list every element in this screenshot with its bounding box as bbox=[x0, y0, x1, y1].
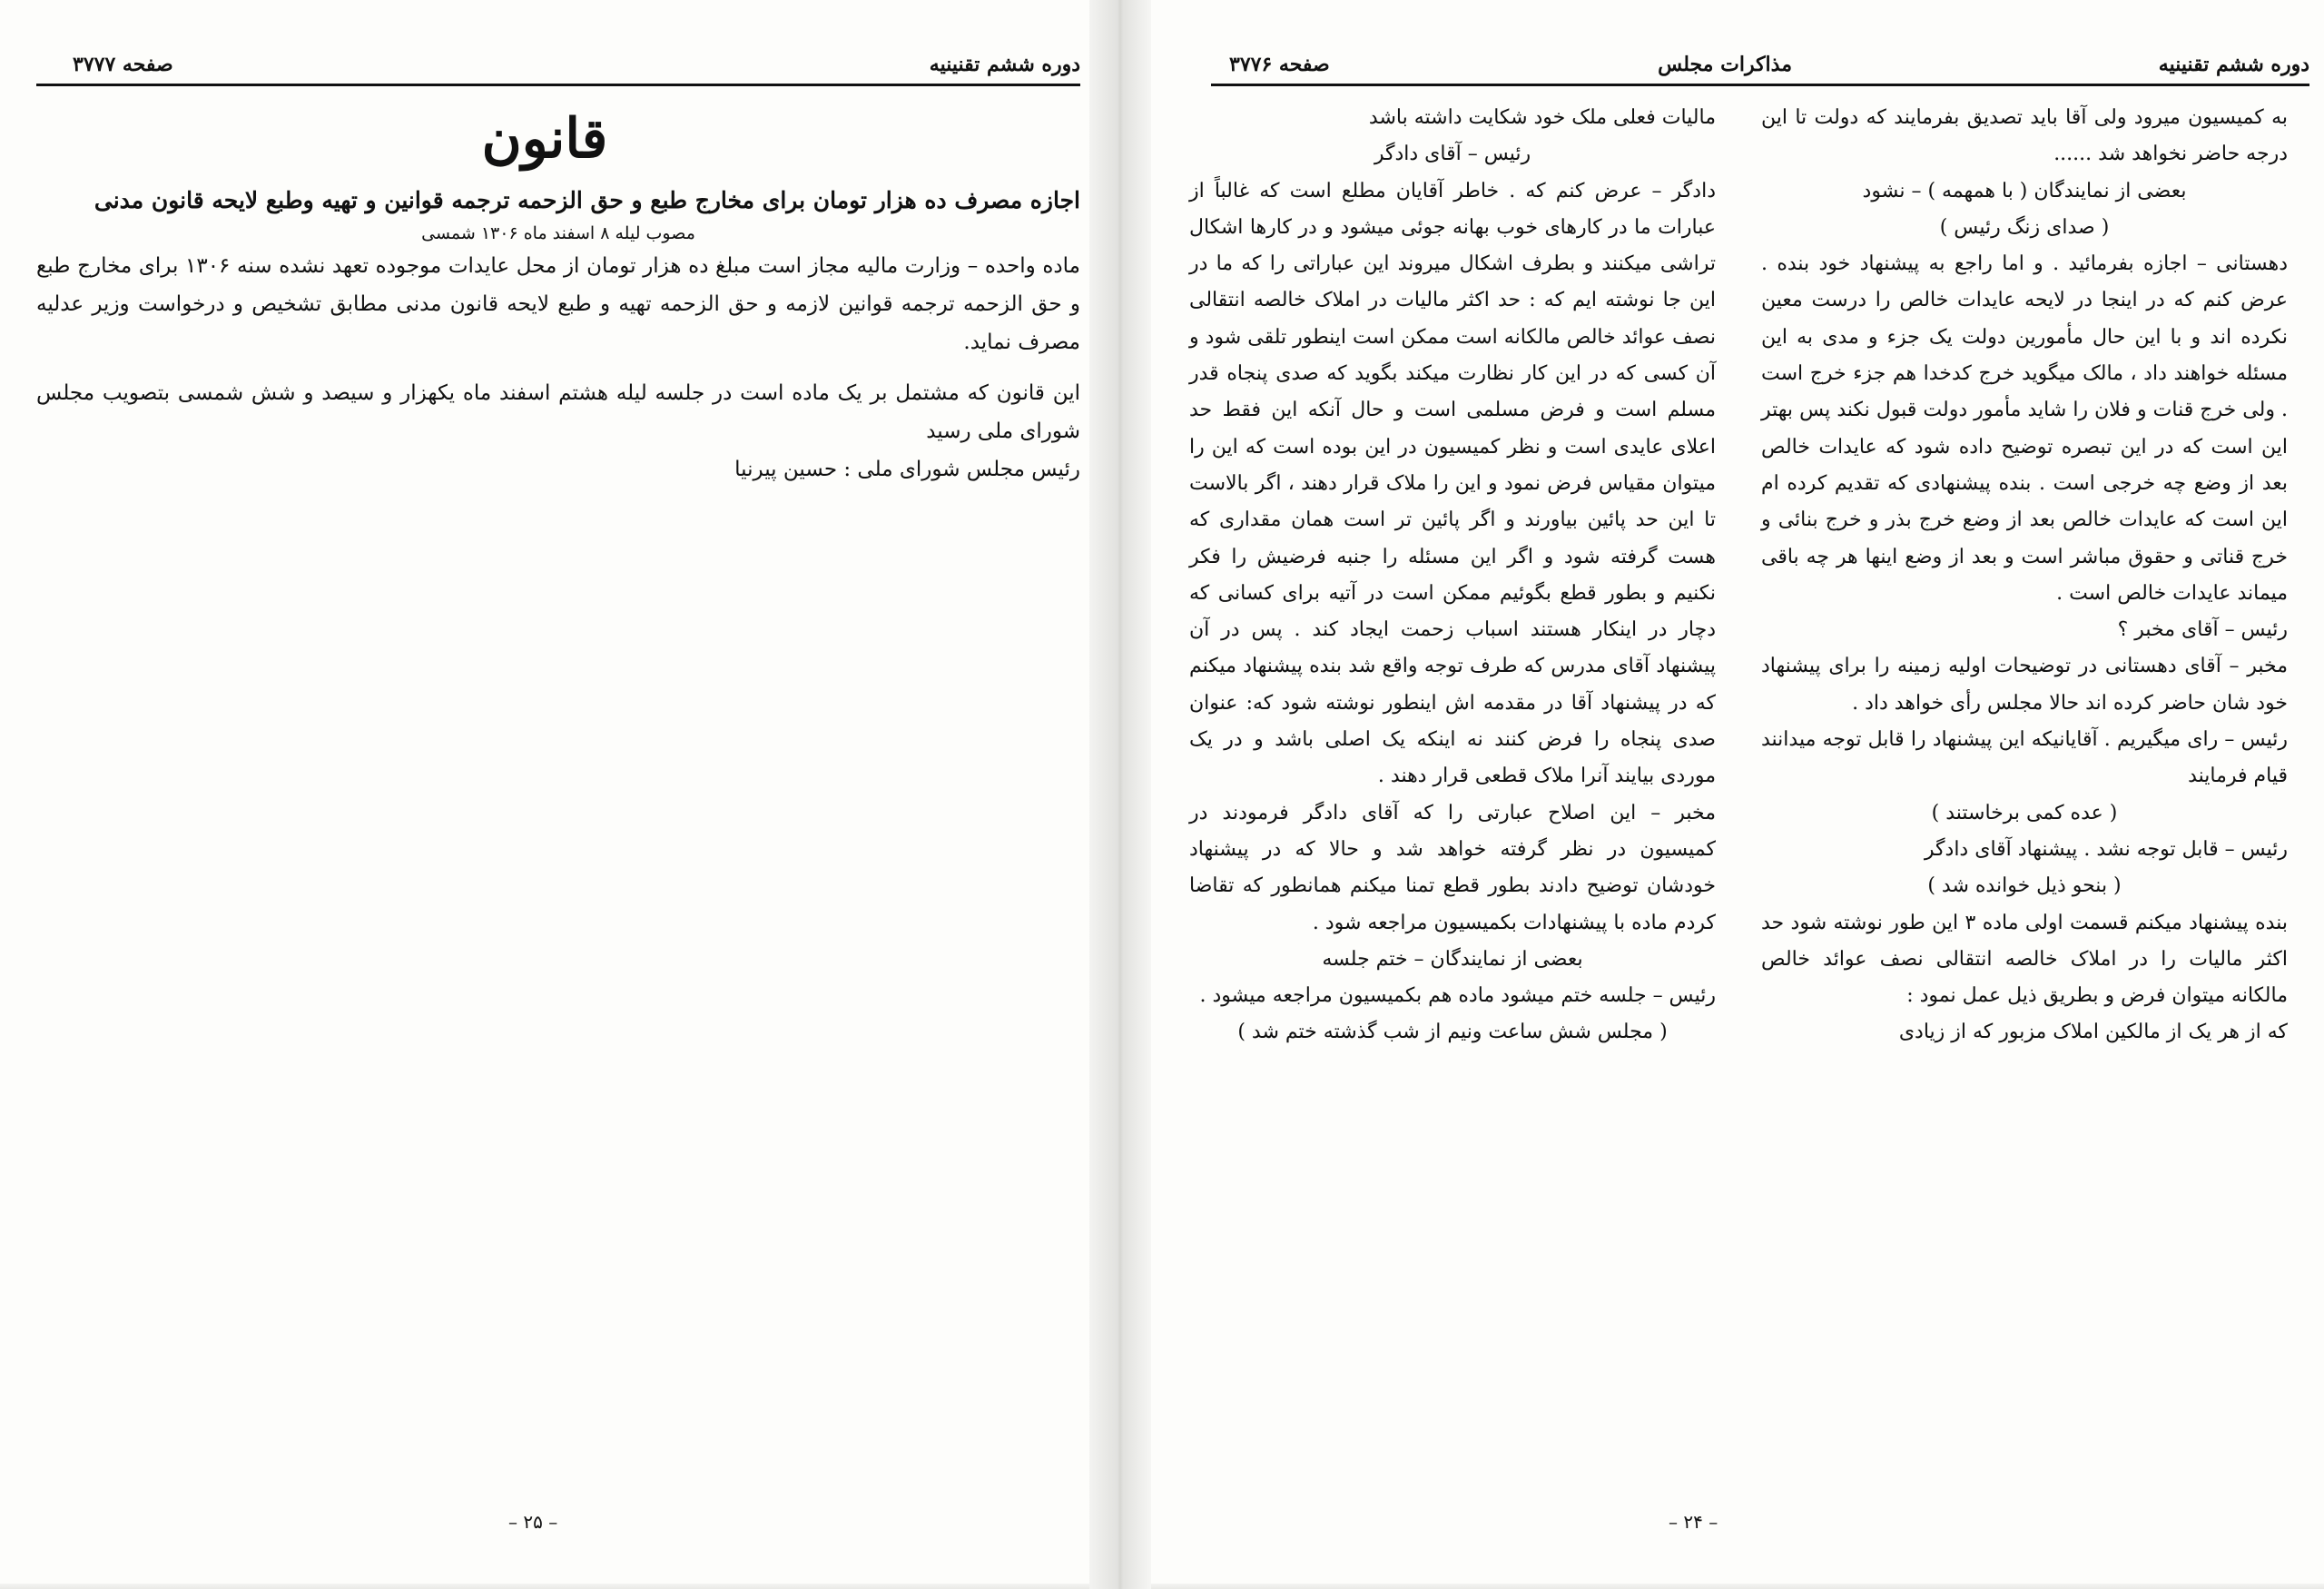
law-subject: اجازه مصرف ده هزار تومان برای مخارج طبع و حق الزحمه ترجمه قوانین و تهیه وطبع لایحه قانون مدنی bbox=[94, 187, 1080, 213]
paragraph: به کمیسیون میرود ولی آقا باید تصدیق بفرمایند که دولت تا این درجه حاضر نخواهد شد ...... bbox=[1761, 106, 2288, 166]
page-header bbox=[1211, 44, 2309, 86]
law-body bbox=[36, 182, 1080, 489]
law-approval-date: مصوب لیله ۸ اسفند ماه ۱۳۰۶ شمسی bbox=[421, 223, 695, 243]
book-gutter bbox=[1089, 0, 1151, 1589]
text-column-right bbox=[1761, 100, 2288, 1051]
header-title: مذاکرات مجلس bbox=[1658, 53, 1792, 76]
paragraph: مالیات فعلی ملک خود شکایت داشته باشد bbox=[1368, 106, 1716, 129]
page-folio: – ۲۴ – bbox=[1669, 1511, 1718, 1533]
stage-direction: ( بنحو ذیل خوانده شد ) bbox=[1927, 874, 2122, 898]
paragraph: بعضی از نمایندگان ( با همهمه ) – نشود bbox=[1862, 179, 2187, 202]
paragraph: که از هر یک از مالکین املاک مزبور که از زیادی bbox=[1898, 1021, 2288, 1044]
page-header bbox=[36, 44, 1080, 86]
law-title: قانون bbox=[481, 107, 608, 171]
header-period: دوره ششم تقنینیه bbox=[2158, 53, 2309, 76]
paragraph: رئیس – آقای دادگر bbox=[1374, 143, 1531, 166]
paragraph: رئیس – آقای مخبر ؟ bbox=[2117, 618, 2288, 642]
paragraph: مخبر – آقای دهستانی در توضیحات اولیه زمینه را برای پیشنهاد خود شان حاضر کرده اند حالا مجلس رأی خواهد داد . bbox=[1761, 655, 2288, 715]
paragraph: رئیس – رای میگیریم . آقایانیکه این پیشنهاد را قابل توجه میدانند قیام فرمایند bbox=[1761, 728, 2288, 788]
law-signature: رئیس مجلس شورای ملی : حسین پیرنیا bbox=[734, 458, 1080, 481]
header-page-number: صفحه ۳۷۷۷ bbox=[73, 53, 173, 76]
stage-direction: ( مجلس شش ساعت ونیم از شب گذشته ختم شد ) bbox=[1237, 1021, 1668, 1044]
header-page-number: صفحه ۳۷۷۶ bbox=[1229, 53, 1330, 76]
paragraph: بنده پیشنهاد میکنم قسمت اولی ماده ۳ این طور نوشته شود حد اکثر مالیات را در املاک خالصه انتقالی نصف عوائد خالص مالکانه میتوان فرض و بطریق ذیل عمل نمود : bbox=[1761, 911, 2288, 1008]
stage-direction: ( عده کمی برخاستند ) bbox=[1931, 801, 2118, 824]
law-article: ماده واحده – وزارت مالیه مجاز است مبلغ ده هزار تومان از محل عایدات موجوده تعهد نشده سنه ۱۳۰۶ برای مخارج طبع و حق الزحمه ترجمه قوانین لازمه و حق الزحمه تهیه و طبع لایحه قانون مدنی مطابق تشخیص و درخواست وزیر عدلیه مصرف نماید. bbox=[36, 254, 1080, 354]
left-page bbox=[0, 0, 1089, 1589]
paragraph: رئیس – قابل توجه نشد . پیشنهاد آقای دادگر bbox=[1924, 837, 2288, 861]
text-column-left bbox=[1189, 100, 1716, 1051]
paragraph: دادگر – عرض کنم که . خاطر آقایان مطلع است که غالباً از عبارات ما در کارهای خوب بهانه جوئی میشود و در کارها اشکال تراشی میکنند و بطرف اشکال میروند این عباراتی را که ما در این جا نوشته ایم که : حد اکثر مالیات در املاک خالصه انتقالی نصف عوائد خالص مالکانه است ممکن است اینطور تلقی شود و آن کسی که در این کار نظارت میکند بگوید که صدی پنجاه قدر مسلم است و فرض مسلمی است و حال آنکه این فقط حد اعلای عایدی است و نظر کمیسیون در این بوده است که این را میتوان مقیاس فرض نمود و این را ملاک قرار دهند ، اگر بالاست تا این حد پائین بیاورند و اگر پائین تر است همان مقداری که هست گرفته شود و اگر این مسئله را جنبه فرضیش را فکر نکنیم و بطور قطع بگوئیم ممکن است در آتیه برای کسانی که دچار در اینکار هستند اسباب زحمت ایجاد کند . پس در آن پیشنهاد آقای مدرس که طرف توجه واقع شد بنده پیشنهاد میکنم که در پیشنهاد آقا در مقدمه اش اینطور نوشته شود که: عنوان صدی پنجاه را فرض کنند نه اینکه یک اصلی باشد و در یک موردی بیایند آنرا ملاک قطعی قرار دهند . bbox=[1189, 179, 1716, 788]
header-period: دوره ششم تقنینیه bbox=[929, 53, 1080, 76]
paragraph: مخبر – این اصلاح عبارتی را که آقای دادگر فرمودند در کمیسیون در نظر گرفته خواهد شد و حالا که در پیشنهاد خودشان توضیح دادند بطور قطع تمنا میکنم همانطور که تقاضا کردم ماده با پیشنهادات بکمیسیون مراجعه شود . bbox=[1189, 801, 1716, 934]
page-folio: – ۲۵ – bbox=[508, 1511, 558, 1533]
law-ratification: این قانون که مشتمل بر یک ماده است در جلسه لیله هشتم اسفند ماه یکهزار و سیصد و شش شمسی بتصویب مجلس شورای ملی رسید bbox=[36, 381, 1080, 443]
paragraph: رئیس – جلسه ختم میشود ماده هم بکمیسیون مراجعه میشود . bbox=[1199, 984, 1716, 1008]
stage-direction: ( صدای زنگ رئیس ) bbox=[1939, 215, 2110, 239]
paragraph: دهستانی – اجازه بفرمائید . و اما راجع به پیشنهاد خود بنده . عرض کنم که در اینجا در لایحه عایدات خالص را درست معین نکرده اند و با این حال مأمورین دولت یک جزء و مدی به این مسئله خواهند داد ، مالک میگوید خرج کدخدا هم جزء خرج است . ولی خرج قنات و فلان را شاید مأمور دولت قبول نکند پس بهتر این است که در این تبصره توضیح داده شود که عایدات خالص بعد از وضع چه خرجی است . بنده پیشنهادی که تقدیم کرده ام این است که عایدات خالص بعد از وضع خرج بذر و خرج بنائی و خرج قناتی و حقوق مباشر است و بعد از وضع اینها هر چه باقی میماند عایدات خالص است . bbox=[1761, 252, 2288, 605]
paragraph: بعضی از نمایندگان – ختم جلسه bbox=[1322, 947, 1583, 971]
right-page bbox=[1151, 0, 2324, 1589]
